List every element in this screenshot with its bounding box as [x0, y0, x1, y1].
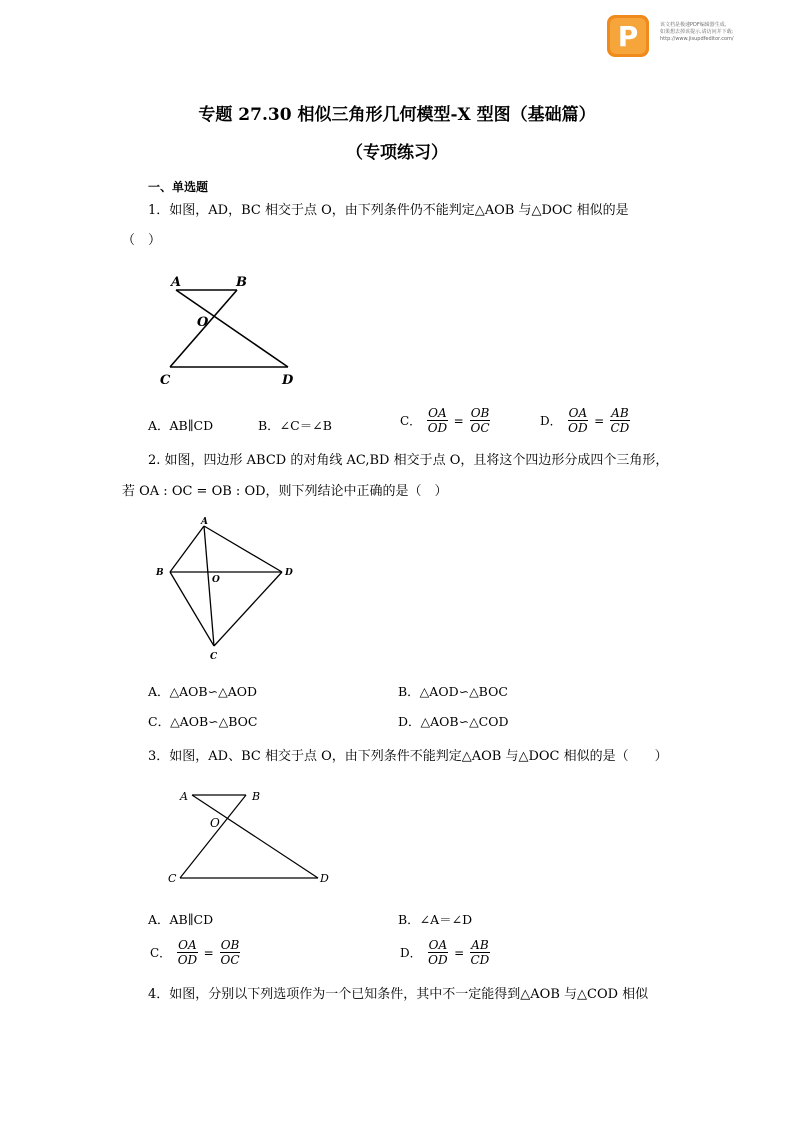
page-subtitle: （专项练习） — [346, 143, 448, 163]
fraction: $\frac{OA}{OD}$ — [428, 938, 448, 967]
q2-figure — [150, 512, 310, 662]
q2-option-c[interactable]: C．△AOB∽△BOC — [148, 714, 258, 729]
q3-text: 3．如图，AD、BC 相交于点 O，由下列条件不能判定△AOB 与△DOC 相似的是（ ） — [148, 749, 668, 764]
q2-text: 2. 如图，四边形 ABCD 的对角线 AC,BD 相交于点 O，且将这个四边形分成四个三角形， — [148, 453, 669, 468]
q1-option-d[interactable]: D． $\frac{OA}{OD}$ = $\frac{AB}{CD}$ — [540, 406, 630, 435]
q1-option-c-label: C． — [400, 414, 422, 428]
pdf-editor-logo — [606, 14, 650, 58]
fraction: $\frac{AB}{CD}$ — [470, 938, 490, 967]
q1-label-c: C — [160, 373, 171, 388]
q1-option-c[interactable]: C． $\frac{OA}{OD}$ = $\frac{OB}{OC}$ — [400, 406, 490, 435]
q3-label-a: A — [180, 790, 188, 803]
q2-option-b[interactable]: B．△AOD∽△BOC — [398, 684, 508, 699]
svg-text:P: P — [617, 20, 639, 53]
q1-option-b[interactable]: B．∠C＝∠B — [258, 418, 332, 433]
q3-label-b: B — [252, 790, 261, 803]
q1-label-o: O — [197, 315, 209, 330]
q3-option-b[interactable]: B．∠A＝∠D — [398, 912, 473, 927]
q3-option-d[interactable]: D． $\frac{OA}{OD}$ = $\frac{AB}{CD}$ — [400, 938, 490, 967]
editor-notice — [660, 22, 790, 43]
q2-label-b: B — [156, 568, 164, 578]
notice-line: 该文档是极速PDF编辑器生成, — [660, 22, 727, 28]
q3-option-c[interactable]: C． $\frac{OA}{OD}$ = $\frac{OB}{OC}$ — [150, 938, 240, 967]
q3-option-c-label: C． — [150, 946, 172, 960]
fraction: $\frac{OA}{OD}$ — [427, 406, 448, 435]
q1-bracket: （ ） — [122, 233, 162, 248]
q3-figure — [160, 784, 340, 894]
q1-figure — [150, 270, 310, 390]
fraction: $\frac{OB}{OC}$ — [220, 938, 240, 967]
notice-line: http://www.jisupdfeditor.com/ — [660, 36, 734, 42]
notice-line: 如果想去掉该提示,请访问并下载: — [660, 29, 734, 35]
q3-label-d: D — [320, 872, 329, 885]
q4-text: 4．如图，分别以下列选项作为一个已知条件，其中不一定能得到△AOB 与△COD 相似 — [148, 987, 649, 1002]
q1-label-b: B — [236, 275, 247, 290]
q2-label-c: C — [210, 652, 218, 662]
q3-label-o: O — [210, 816, 220, 830]
fraction: $\frac{OB}{OC}$ — [470, 406, 490, 435]
q3-label-c: C — [168, 872, 177, 885]
q2-option-d[interactable]: D．△AOB∽△COD — [398, 714, 509, 729]
q1-label-a: A — [171, 275, 182, 290]
fraction: $\frac{OA}{OD}$ — [177, 938, 198, 967]
q1-option-a[interactable]: A．AB∥CD — [148, 418, 214, 433]
section-heading: 一、单选题 — [148, 180, 209, 194]
q2-text-line2: 若 OA : OC = OB : OD，则下列结论中正确的是（ ） — [122, 484, 448, 499]
q1-option-d-label: D． — [540, 414, 562, 428]
q3-option-a[interactable]: A．AB∥CD — [148, 912, 214, 927]
q2-label-o: O — [212, 575, 220, 585]
q2-option-a[interactable]: A．△AOB∽△AOD — [148, 684, 257, 699]
q2-label-d: D — [285, 568, 293, 578]
q3-option-d-label: D． — [400, 946, 422, 960]
q1-label-d: D — [282, 373, 294, 388]
pdf-logo-icon — [606, 14, 650, 58]
fraction: $\frac{AB}{CD}$ — [610, 406, 630, 435]
q2-label-a: A — [201, 517, 208, 527]
q1-text: 1．如图，AD，BC 相交于点 O，由下列条件仍不能判定△AOB 与△DOC 相似的是 — [148, 203, 629, 218]
fraction: $\frac{OA}{OD}$ — [568, 406, 588, 435]
page-title: 专题 27.30 相似三角形几何模型-X 型图（基础篇） — [198, 105, 596, 125]
